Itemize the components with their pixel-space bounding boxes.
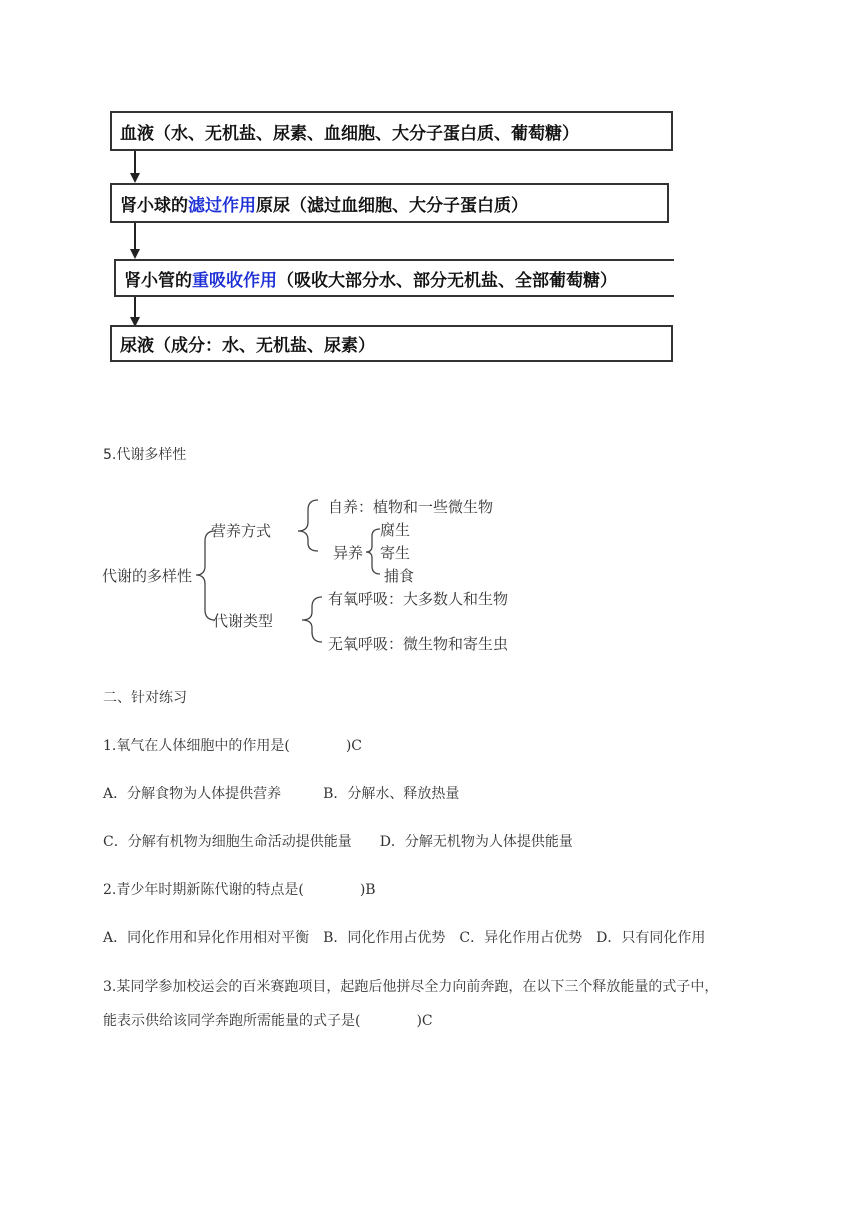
tree-autotroph-label: 自养：植物和一些微生物 <box>328 498 494 516</box>
tree-rot-label: 腐生 <box>380 521 411 539</box>
question-1-options-ab: A．分解食物为人体提供营养 B．分解水、释放热量 <box>103 786 460 802</box>
tree-parasite-label: 寄生 <box>380 544 411 562</box>
tree-root-label: 代谢的多样性 <box>102 567 193 585</box>
flow-box-tubule-highlight: 重吸收作用 <box>192 270 277 291</box>
flow-box-urine-text: 尿液（成分：水、无机盐、尿素） <box>120 336 375 356</box>
flow-box-glomerulus-pre: 肾小球的 <box>120 195 188 216</box>
section-heading: 5.代谢多样性 <box>103 447 187 463</box>
tree-anaerobic-label: 无氧呼吸：微生物和寄生虫 <box>328 635 509 653</box>
practice-heading: 二、针对练习 <box>103 690 187 706</box>
flow-box-glomerulus-post: 原尿（滤过血细胞、大分子蛋白质） <box>256 195 528 216</box>
flow-box-blood-text: 血液（水、无机盐、尿素、血细胞、大分子蛋白质、葡萄糖） <box>120 123 579 144</box>
question-2-options: A．同化作用和异化作用相对平衡 B．同化作用占优势 C．异化作用占优势 D．只有同化作用 <box>103 930 706 946</box>
flow-box-tubule-pre: 肾小管的 <box>124 270 192 291</box>
flow-box-glomerulus-highlight: 滤过作用 <box>188 195 256 216</box>
question-1: 1.氧气在人体细胞中的作用是( )C <box>103 738 362 754</box>
question-3-line-1: 3.某同学参加校运会的百米赛跑项目，起跑后他拼尽全力向前奔跑，在以下三个释放能量的式子中， <box>103 979 719 995</box>
question-1-options-cd: C．分解有机物为细胞生命活动提供能量 D．分解无机物为人体提供能量 <box>103 834 573 850</box>
tree-heterotroph-label: 异养 <box>333 544 364 562</box>
flow-box-tubule-post: （吸收大部分水、部分无机盐、全部葡萄糖） <box>277 270 617 291</box>
question-2: 2.青少年时期新陈代谢的特点是( )B <box>103 882 376 898</box>
tree-aerobic-label: 有氧呼吸：大多数人和生物 <box>328 590 509 608</box>
tree-predation-label: 捕食 <box>384 567 415 585</box>
tree-nutrition-label: 营养方式 <box>211 522 272 540</box>
tree-metabolism-type-label: 代谢类型 <box>213 612 274 630</box>
question-3-line-2: 能表示供给该同学奔跑所需能量的式子是( )C <box>103 1013 433 1029</box>
